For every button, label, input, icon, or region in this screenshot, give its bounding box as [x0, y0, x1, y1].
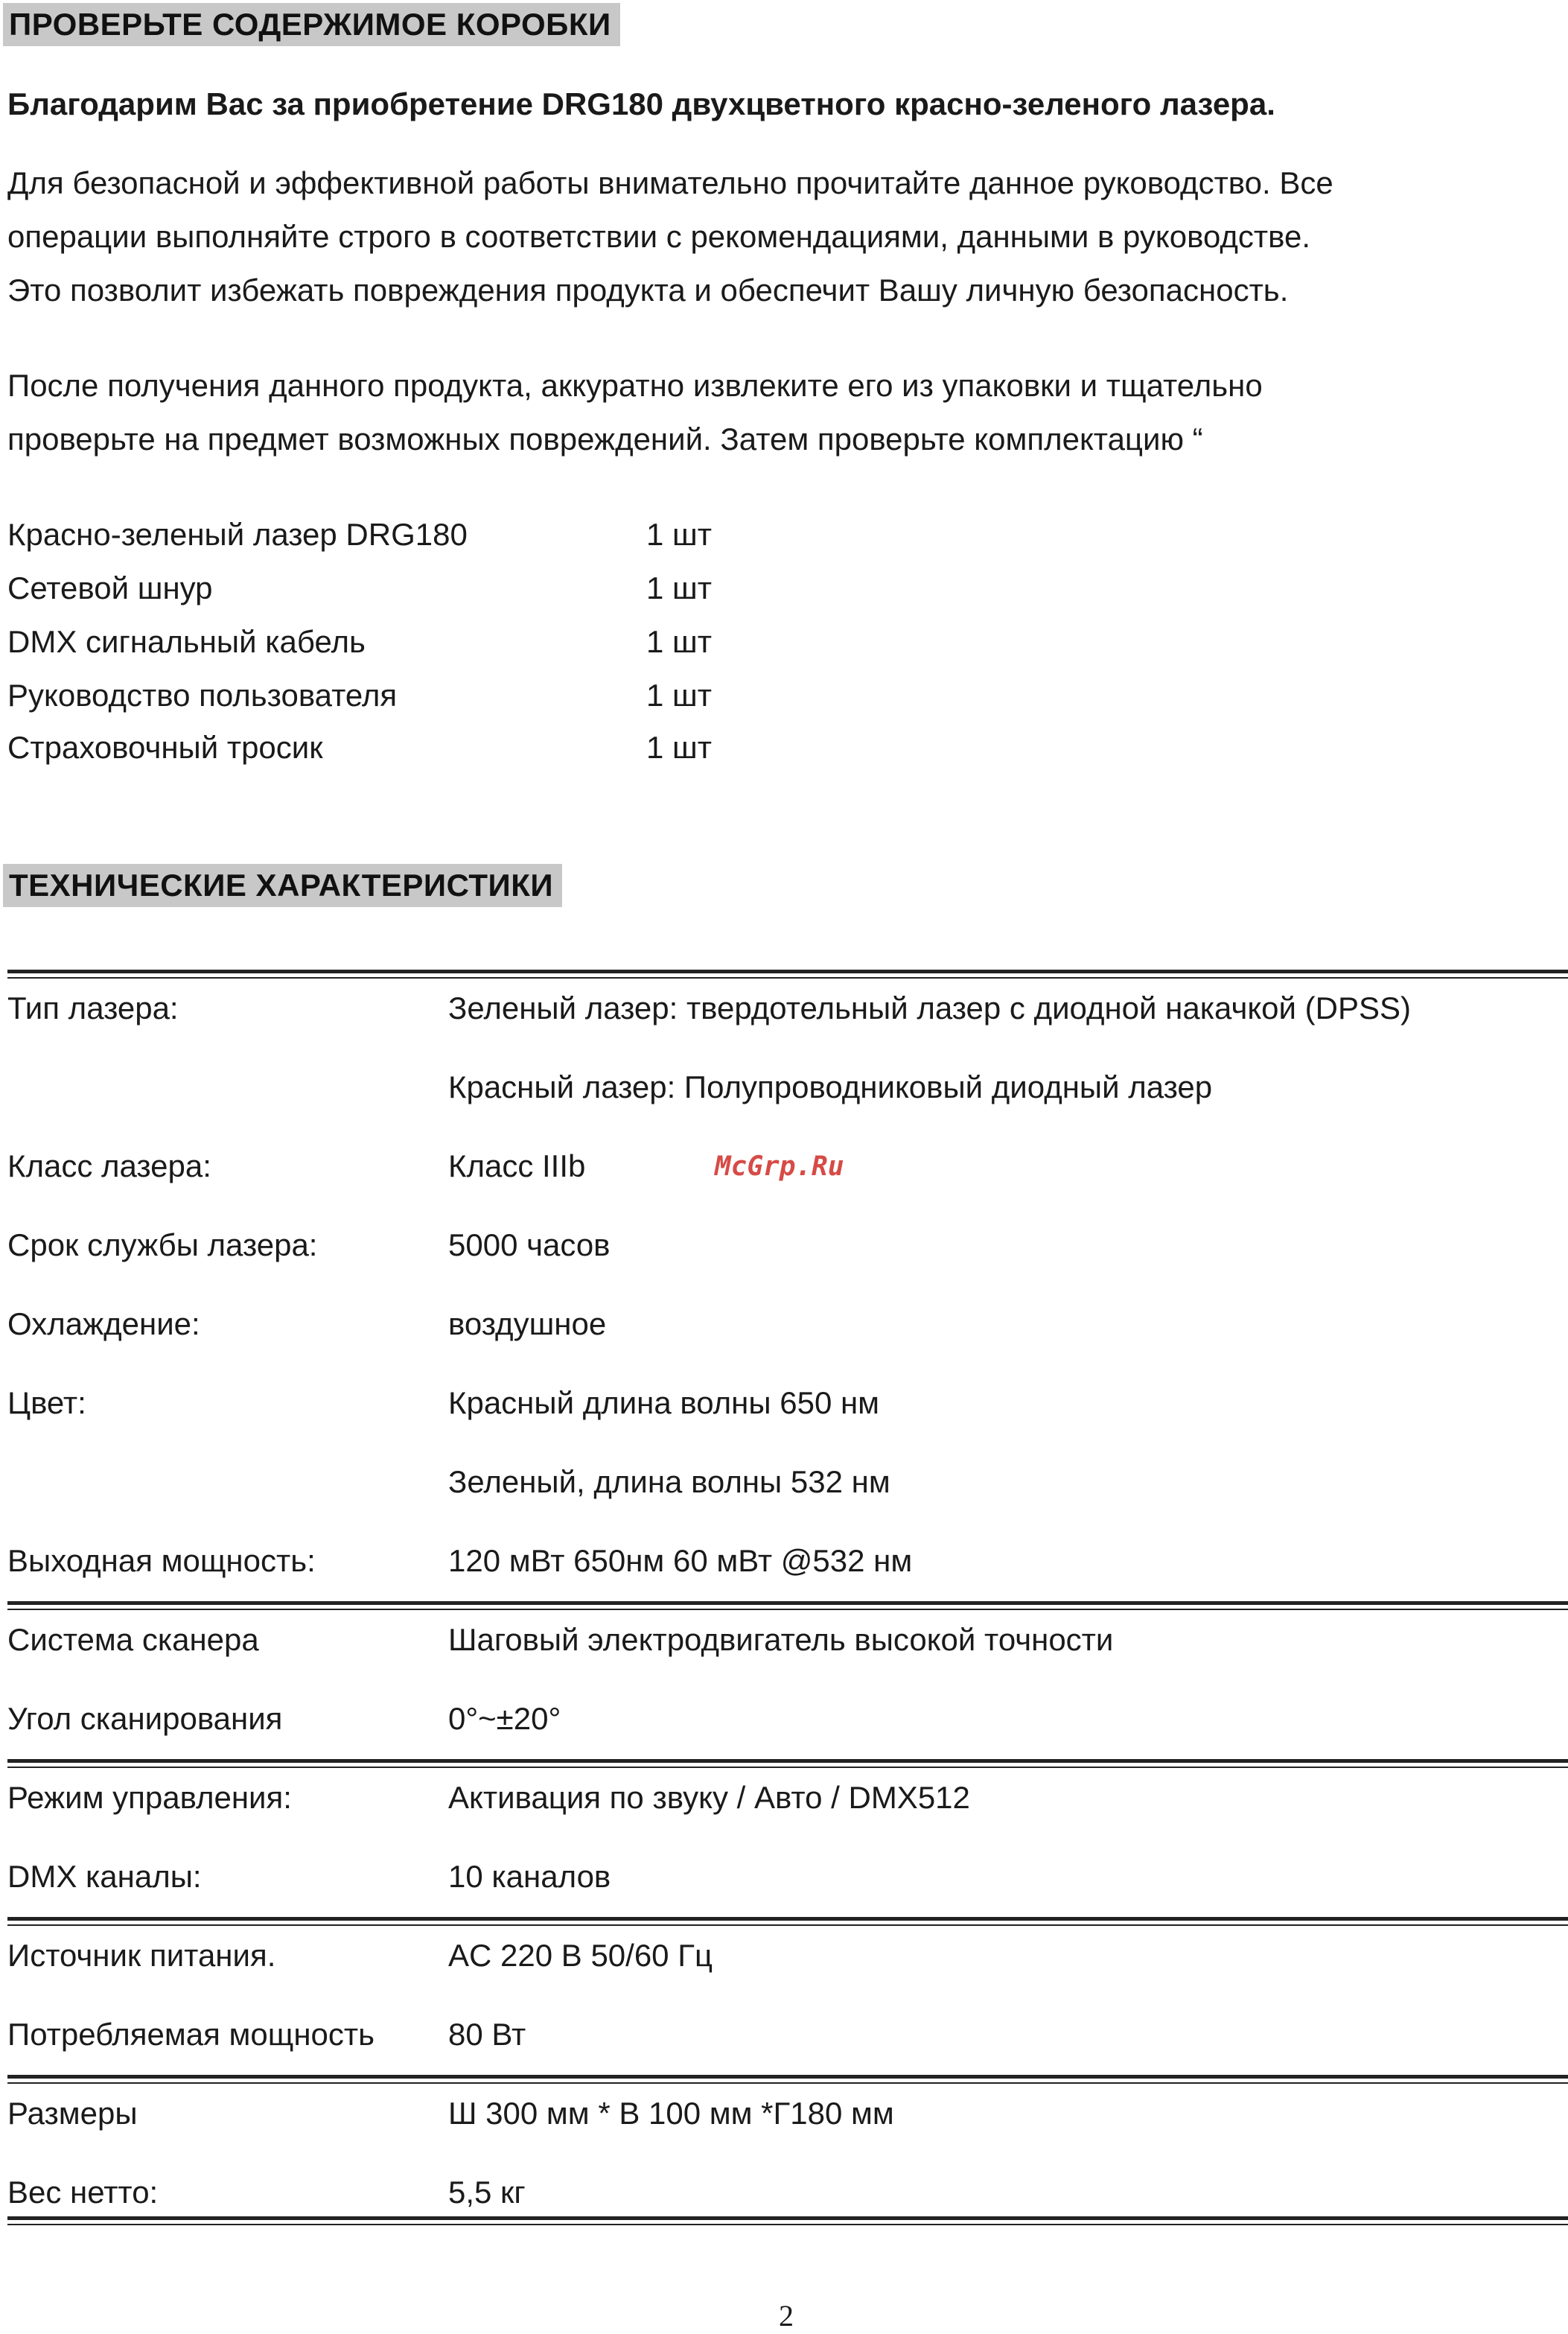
spec-value: Красный лазер: Полупроводниковый диодный лазер	[448, 1069, 1213, 1104]
package-item-qty: 1 шт	[646, 624, 712, 659]
spec-value: воздушное	[448, 1306, 607, 1341]
table-top-rule	[7, 970, 1568, 973]
spec-label: DMX каналы:	[7, 1859, 202, 1894]
group-divider	[7, 1917, 1568, 1921]
spec-label: Срок службы лазера:	[7, 1227, 318, 1262]
package-item-qty: 1 шт	[646, 517, 712, 552]
group-divider	[7, 1601, 1568, 1605]
spec-label: Потребляемая мощность	[7, 2017, 375, 2052]
group-divider-inner	[7, 1767, 1568, 1768]
spec-label: Тип лазера:	[7, 990, 179, 1026]
spec-value: Зеленый лазер: твердотельный лазер с диодной накачкой (DPSS)	[448, 990, 1412, 1026]
unpack-paragraph	[7, 359, 1263, 466]
spec-label: Цвет:	[7, 1385, 86, 1420]
spec-value: Красный длина волны 650 нм	[448, 1385, 880, 1420]
specs-heading: ТЕХНИЧЕСКИЕ ХАРАКТЕРИСТИКИ	[3, 864, 562, 907]
spec-label: Режим управления:	[7, 1780, 292, 1815]
spec-value: 120 мВт 650нм 60 мВт @532 нм	[448, 1543, 913, 1578]
unpack-line: После получения данного продукта, аккуратно извлеките его из упаковки и тщательно	[7, 368, 1263, 403]
package-item-qty: 1 шт	[646, 678, 712, 713]
spec-value: Ш 300 мм * В 100 мм *Г180 мм	[448, 2096, 894, 2131]
spec-value: 80 Вт	[448, 2017, 526, 2052]
spec-value: 5,5 кг	[448, 2175, 526, 2210]
unpack-line: проверьте на предмет возможных повреждений. Затем проверьте комплектацию “	[7, 422, 1203, 457]
intro-paragraph	[7, 156, 1333, 317]
package-item-name: Страховочный тросик	[7, 730, 323, 765]
thanks-line: Благодарим Вас за приобретение DRG180 двухцветного красно-зеленого лазера.	[7, 86, 1275, 121]
watermark-text: McGrp.Ru	[715, 1151, 844, 1182]
table-top-rule-inner	[7, 977, 1568, 979]
spec-value: 0°~±20°	[448, 1701, 561, 1736]
table-bottom-rule	[7, 2216, 1568, 2220]
spec-label: Вес нетто:	[7, 2175, 159, 2210]
group-divider-inner	[7, 1924, 1568, 1926]
group-divider	[7, 2075, 1568, 2079]
group-divider	[7, 1759, 1568, 1763]
spec-label: Размеры	[7, 2096, 138, 2131]
package-item-name: DMX сигнальный кабель	[7, 624, 366, 659]
intro-line: Для безопасной и эффективной работы внимательно прочитайте данное руководство. Все	[7, 165, 1333, 200]
spec-value: Зеленый, длина волны 532 нм	[448, 1464, 890, 1499]
intro-line: операции выполняйте строго в соответствии с рекомендациями, данными в руководстве.	[7, 219, 1310, 254]
spec-value: 5000 часов	[448, 1227, 611, 1262]
spec-label: Выходная мощность:	[7, 1543, 316, 1578]
package-item-name: Руководство пользователя	[7, 678, 398, 713]
intro-line: Это позволит избежать повреждения продукта и обеспечит Вашу личную безопасность.	[7, 273, 1289, 308]
table-bottom-rule-inner	[7, 2224, 1568, 2225]
spec-label: Система сканера	[7, 1622, 259, 1657]
spec-label: Класс лазера:	[7, 1148, 211, 1183]
group-divider-inner	[7, 1609, 1568, 1610]
package-item-qty: 1 шт	[646, 570, 712, 605]
spec-value: Активация по звуку / Авто / DMX512	[448, 1780, 970, 1815]
group-divider-inner	[7, 2082, 1568, 2084]
package-item-name: Сетевой шнур	[7, 570, 213, 605]
spec-label: Угол сканирования	[7, 1701, 283, 1736]
spec-value: AC 220 В 50/60 Гц	[448, 1938, 713, 1973]
spec-value: Шаговый электродвигатель высокой точности	[448, 1622, 1114, 1657]
spec-label: Источник питания.	[7, 1938, 276, 1973]
spec-value: 10 каналов	[448, 1859, 611, 1894]
spec-label: Охлаждение:	[7, 1306, 200, 1341]
package-item-qty: 1 шт	[646, 730, 712, 765]
package-item-name: Красно-зеленый лазер DRG180	[7, 517, 468, 552]
spec-value: Класс IIIb	[448, 1148, 586, 1183]
box-contents-heading: ПРОВЕРЬТЕ СОДЕРЖИМОЕ КОРОБКИ	[3, 3, 620, 46]
page-number: 2	[779, 2299, 794, 2333]
